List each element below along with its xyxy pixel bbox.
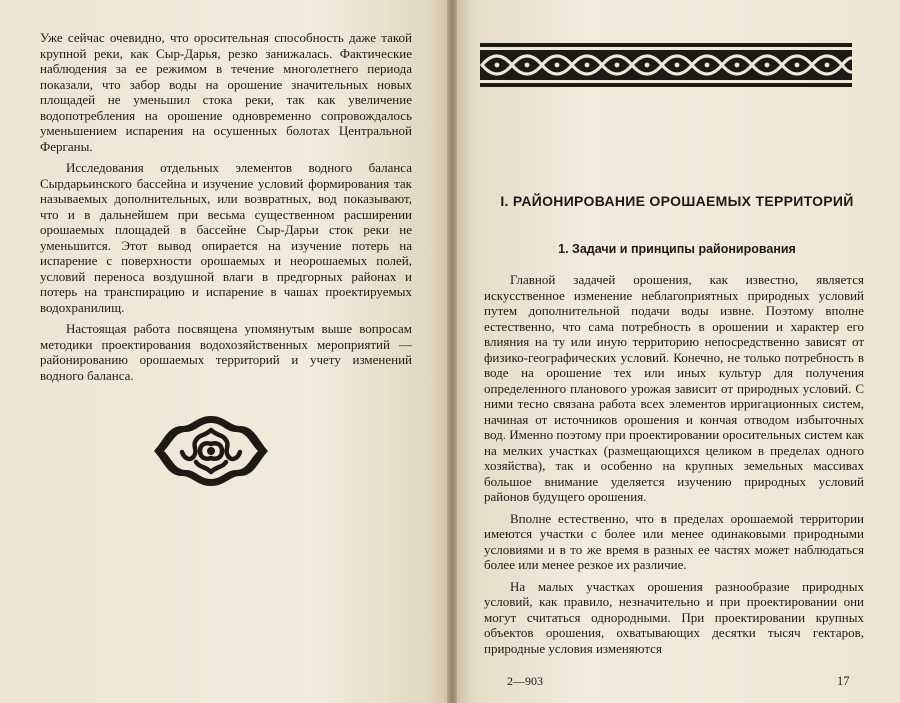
page-number: 17 xyxy=(837,674,850,688)
right-paragraph-2: Вполне естественно, что в пределах орошаемой территории имеются участки с более или менее одинаковыми природными условиями и в то же время в разных ее частях может наблюдаться более или менее резкое их различие. xyxy=(484,510,864,572)
left-page-text xyxy=(40,30,412,389)
right-paragraph-1: Главной задачей орошения, как известно, является искусственное изменение неблагоприятных природных условий путем дополнительной подачи воды извне. Поэтому вполне естественно, что сама потребность в орошении и характер его влияния на ту или иную территорию непосредственно зависят от физико-географических условий. Конечно, не только потребность в воде на орошение тех или иных культур для получения определенного планового урожая зависит от природных условий. С ними тесно связана работа всех элементов ирригационных систем, начиная от источников орошения и кончая отводом избыточных вод. Именно поэтому при проектировании оросительных систем как на мелких участках (размещающихся целиком в пределах одного хозяйства), так и особенно на крупных земельных массивах большое внимание уделяется изучению природных условий районов будущего орошения. xyxy=(484,272,864,504)
left-paragraph-1: Уже сейчас очевидно, что оросительная способность даже такой крупной реки, как Сыр-Дарья, резко занижалась. Фактические наблюдения за ее режимом в течение многолетнего периода показали, что забор воды на орошение значительных новых площадей не уменьшил стока реки, так как увеличение водопотребления на орошение одновременно сопровождалось уменьшением испарения на осушенных болотах Центральной Ферганы. xyxy=(40,30,412,154)
ornament-band-icon xyxy=(480,43,852,87)
section-title: 1. Задачи и принципы районирования xyxy=(558,242,796,256)
right-page xyxy=(452,0,900,703)
left-paragraph-2: Исследования отдельных элементов водного баланса Сырдарьинского бассейна и изучение условий формирования так называемых дополнительных, или возвратных, вод показывают, что и в дальнейшем при весьма существенном расширении орошаемых площадей в бассейне Сыр-Дарьи сток реки не уменьшится. Этот вывод опирается на изучение потерь на испарение с поверхности орошаемых и неорошаемых полей, условий переноса воздушной влаги в предгорных районах и потерь на транспирацию и испарение в чашах проектируемых водохранилищ. xyxy=(40,160,412,315)
chapter-title: I. РАЙОНИРОВАНИЕ ОРОШАЕМЫХ ТЕРРИТОРИЙ xyxy=(500,193,854,209)
right-paragraph-3: На малых участках орошения разнообразие природных условий, как правило, незначительно и при проектировании они могут считаться однородными. При проектировании крупных объектов орошения, охватывающих десятки тысяч гектаров, природные условия изменяются xyxy=(484,578,864,656)
ornament-medallion-icon xyxy=(150,412,272,490)
book-gutter xyxy=(447,0,457,703)
signature-mark: 2—903 xyxy=(507,674,543,688)
right-page-text xyxy=(484,272,864,662)
left-paragraph-3: Настоящая работа посвящена упомянутым выше вопросам методики проектирования водохозяйственных мероприятий — районированию орошаемых территорий и учету изменений водного баланса. xyxy=(40,321,412,383)
